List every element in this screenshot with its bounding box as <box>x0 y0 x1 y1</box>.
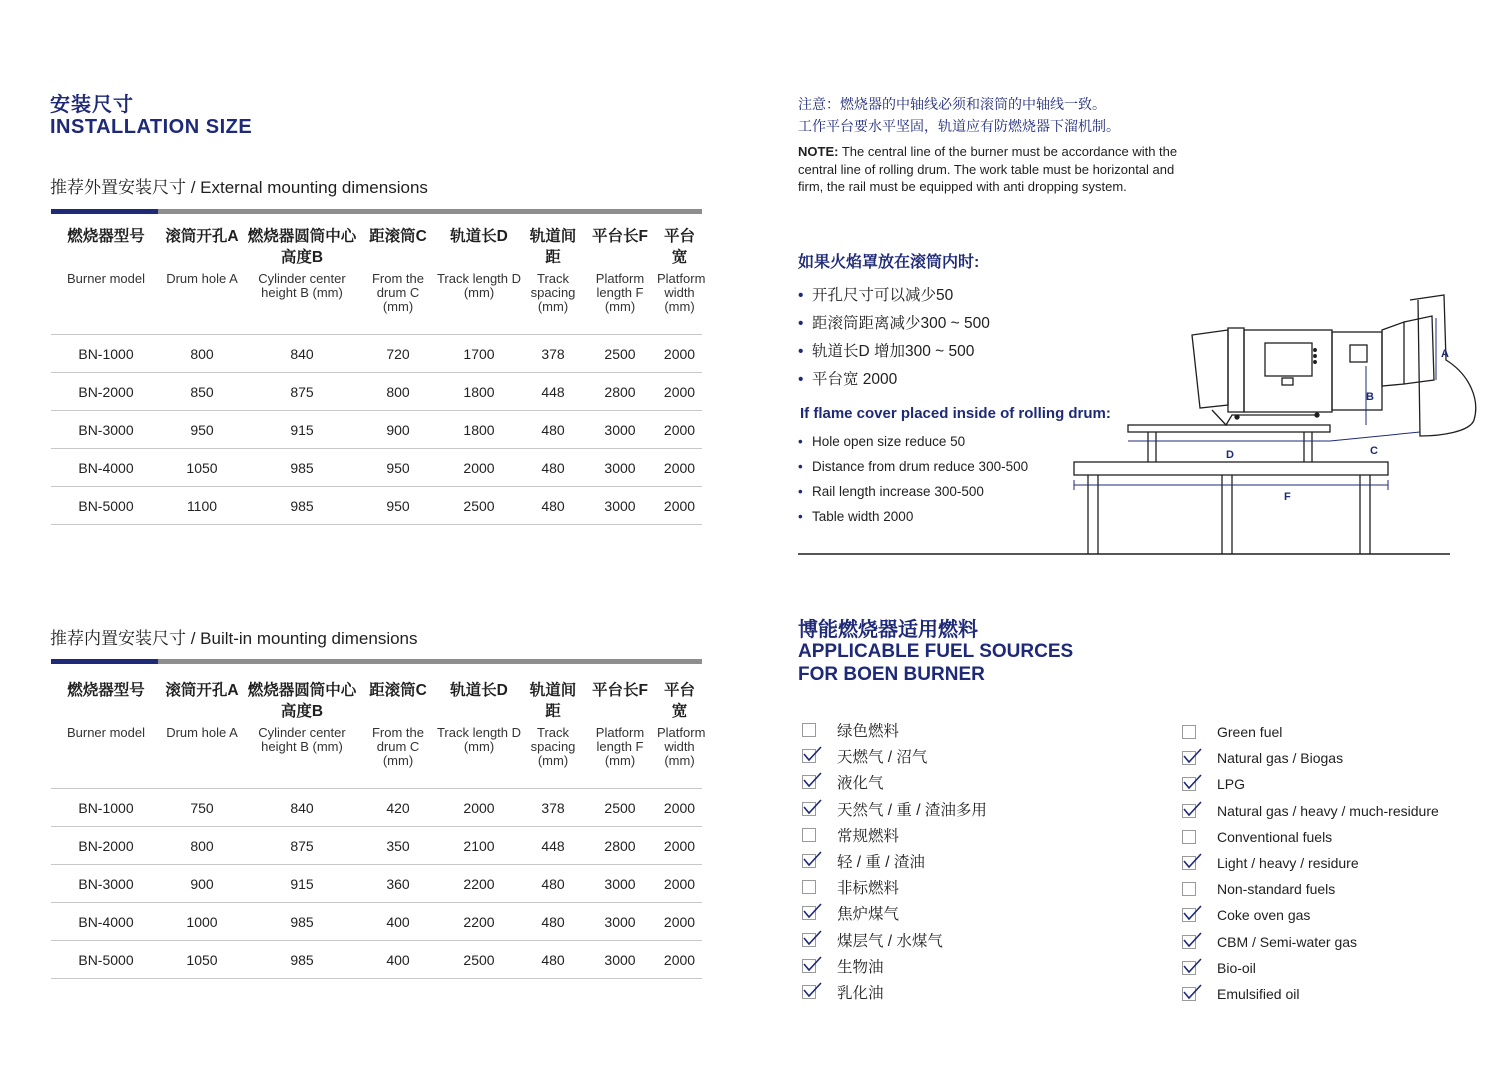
builtin-dimensions-table <box>51 680 706 979</box>
track-rail <box>1128 425 1330 432</box>
table-cell: 2000 <box>657 827 702 865</box>
fuel-label: Light / heavy / residure <box>1217 855 1359 872</box>
checkmark-icon <box>802 981 822 999</box>
column-header-en: From the drum C (mm) <box>371 271 424 314</box>
flame-cover-title-en: If flame cover placed inside of rolling drum: <box>800 405 1111 422</box>
table-cell: 2000 <box>657 335 702 373</box>
fuel-list-en <box>1182 719 1439 1007</box>
table-cell: 3000 <box>583 449 657 487</box>
column-header-cn: 滚筒开孔A <box>165 682 239 699</box>
table-cell: 3000 <box>583 941 657 979</box>
fuel-list-cn <box>802 717 987 1005</box>
column-header <box>361 680 435 789</box>
table-cell: 900 <box>361 411 435 449</box>
table-cell: 900 <box>161 865 243 903</box>
checkmark-icon <box>802 955 822 973</box>
table-cell: 480 <box>523 487 583 525</box>
unchecked-box-icon <box>802 880 816 894</box>
bullet-item: • Table width 2000 <box>798 504 1028 529</box>
table-cell: 915 <box>243 411 361 449</box>
bullet-item: • 平台宽 2000 <box>798 366 990 394</box>
table-cell: 840 <box>243 335 361 373</box>
table-cell: 915 <box>243 865 361 903</box>
fuel-item <box>802 953 987 979</box>
table-cell: 480 <box>523 941 583 979</box>
section-title-cn: 安装尺寸 <box>50 94 134 116</box>
flame-cover-list-cn <box>798 282 990 394</box>
fuel-label: LPG <box>1217 776 1246 793</box>
column-header <box>435 226 523 335</box>
table-cell: 448 <box>523 373 583 411</box>
checkmark-icon <box>1182 983 1202 1001</box>
table-cell: 1050 <box>161 449 243 487</box>
table-cell: 480 <box>523 449 583 487</box>
checked-box-icon <box>802 854 816 868</box>
table-cell: 2200 <box>435 903 523 941</box>
table-cell: 420 <box>361 789 435 827</box>
table-cell: 2000 <box>657 487 702 525</box>
checked-box-icon <box>802 985 816 999</box>
table-row <box>51 941 702 979</box>
table-cell: 448 <box>523 827 583 865</box>
column-header-en: Platform length F (mm) <box>595 725 645 768</box>
column-header-cn: 燃烧器型号 <box>67 682 145 699</box>
checked-box-icon <box>1182 987 1196 1001</box>
fuel-item <box>1182 824 1439 850</box>
column-header-en: From the drum C (mm) <box>371 725 424 768</box>
table-cell: 480 <box>523 865 583 903</box>
table-cell: 840 <box>243 789 361 827</box>
column-header-cn: 距滚筒C <box>369 682 427 699</box>
column-header-en: Track spacing (mm) <box>530 725 576 768</box>
table-cell: 850 <box>161 373 243 411</box>
column-header-en: Track length D (mm) <box>436 271 522 300</box>
fuel-item <box>802 796 987 822</box>
table-cell: 2000 <box>657 903 702 941</box>
column-header-cn: 燃烧器圆筒中心高度B <box>247 228 357 266</box>
checked-box-icon <box>1182 804 1196 818</box>
fuel-item <box>802 900 987 926</box>
fuel-item <box>802 717 987 743</box>
fuel-item <box>802 848 987 874</box>
checked-box-icon <box>1182 908 1196 922</box>
bullet-item: • 轨道长D 增加300 ~ 500 <box>798 338 990 366</box>
fuel-title-en: APPLICABLE FUEL SOURCES FOR BOEN BURNER <box>798 641 1074 685</box>
bullet-item: • 距滚筒距离减少300 ~ 500 <box>798 310 990 338</box>
external-dimensions-table <box>51 226 706 525</box>
column-header <box>435 680 523 789</box>
fuel-label: 天然气 / 重 / 渣油多用 <box>837 801 987 819</box>
table-cell: 950 <box>361 449 435 487</box>
fuel-label: 焦炉煤气 <box>837 906 900 924</box>
table-cell: 2000 <box>435 449 523 487</box>
note-cn-line-1: 注意：燃烧器的中轴线必须和滚筒的中轴线一致。 <box>798 96 1106 112</box>
table-cell: 1100 <box>161 487 243 525</box>
table-cell: 985 <box>243 903 361 941</box>
table-cell: 1800 <box>435 373 523 411</box>
table-cell: 480 <box>523 411 583 449</box>
table-cell: 950 <box>161 411 243 449</box>
table-cell: 985 <box>243 449 361 487</box>
unchecked-box-icon <box>1182 830 1196 844</box>
fuel-item <box>802 927 987 953</box>
flame-cover-title-cn: 如果火焰罩放在滚筒内时: <box>798 254 980 271</box>
burner-flange <box>1228 328 1244 412</box>
burner-nozzle <box>1382 322 1404 386</box>
fuel-label: Green fuel <box>1217 724 1283 741</box>
fuel-item <box>1182 876 1439 902</box>
burner-led <box>1314 349 1317 352</box>
checked-box-icon <box>802 933 816 947</box>
fuel-item <box>1182 719 1439 745</box>
checked-box-icon <box>802 802 816 816</box>
bullet-item: • 开孔尺寸可以减少50 <box>798 282 990 310</box>
note-en-label: NOTE: <box>798 144 839 159</box>
table-cell: 400 <box>361 903 435 941</box>
table-row <box>51 335 702 373</box>
table-cell: 2000 <box>435 789 523 827</box>
column-header-en: Cylinder center height B (mm) <box>258 725 346 754</box>
table-cell: 400 <box>361 941 435 979</box>
bullet-item: • Rail length increase 300-500 <box>798 479 1028 504</box>
column-header <box>51 680 161 789</box>
checkmark-icon <box>1182 852 1202 870</box>
burner-body <box>1244 330 1332 412</box>
column-header-cn: 平台宽 <box>663 228 695 266</box>
column-header-cn: 轨道间距 <box>529 228 577 266</box>
fuel-label: Bio-oil <box>1217 959 1256 976</box>
builtin-table-title: 推荐内置安装尺寸 / Built-in mounting dimensions <box>50 629 418 648</box>
column-header-en: Burner model <box>66 725 146 740</box>
external-table-title: 推荐外置安装尺寸 / External mounting dimensions <box>50 178 428 197</box>
fuel-item <box>1182 771 1439 797</box>
checkmark-icon <box>1182 931 1202 949</box>
note-en-text: The central line of the burner must be accordance with the central line of rolling drum. The work table must be horizontal and firm, the rail must be equipped with anti dropping system. <box>798 144 1178 194</box>
dim-d-label: D <box>1226 449 1234 461</box>
fuel-item <box>802 979 987 1005</box>
table-header-row <box>51 680 702 789</box>
column-header-en: Platform width (mm) <box>657 271 706 314</box>
fuel-item <box>1182 955 1439 981</box>
table-cell: 2500 <box>583 335 657 373</box>
note-cn <box>798 93 1120 137</box>
burner-support <box>1212 410 1318 425</box>
model-cell: BN-5000 <box>51 487 161 525</box>
column-header <box>243 680 361 789</box>
column-header <box>523 680 583 789</box>
table-cell: 985 <box>243 487 361 525</box>
column-header <box>657 226 706 335</box>
column-header <box>523 226 583 335</box>
table-cell: 950 <box>361 487 435 525</box>
table-cell: 2500 <box>435 941 523 979</box>
external-title-bar <box>51 209 702 214</box>
column-header <box>583 680 657 789</box>
checked-box-icon <box>1182 856 1196 870</box>
dim-b-label: B <box>1366 391 1374 403</box>
burner-indicator <box>1282 378 1293 385</box>
fuel-item <box>1182 902 1439 928</box>
model-cell: BN-1000 <box>51 789 161 827</box>
model-cell: BN-1000 <box>51 335 161 373</box>
table-cell: 1000 <box>161 903 243 941</box>
checked-box-icon <box>1182 935 1196 949</box>
checkmark-icon <box>1182 747 1202 765</box>
table-cell: 800 <box>161 335 243 373</box>
checkmark-icon <box>1182 904 1202 922</box>
table-cell: 1800 <box>435 411 523 449</box>
table-cell: 3000 <box>583 903 657 941</box>
table-row <box>51 903 702 941</box>
dim-c-label: C <box>1370 445 1378 457</box>
checkmark-icon <box>802 798 822 816</box>
fuel-label: Emulsified oil <box>1217 985 1300 1002</box>
column-header-cn: 平台宽 <box>663 682 695 720</box>
column-header-en: Track length D (mm) <box>436 725 522 754</box>
column-header <box>161 226 243 335</box>
fuel-label: 乳化油 <box>837 984 884 1002</box>
table-cell: 3000 <box>583 865 657 903</box>
checked-box-icon <box>1182 777 1196 791</box>
column-header <box>243 226 361 335</box>
flame-cover-list-en <box>798 429 1028 529</box>
fuel-label: 液化气 <box>837 775 884 793</box>
column-header-en: Track spacing (mm) <box>530 271 576 314</box>
burner-fan-cover <box>1192 330 1228 408</box>
model-cell: BN-2000 <box>51 373 161 411</box>
column-header-cn: 平台长F <box>592 682 648 699</box>
column-header-en: Burner model <box>66 271 146 286</box>
drum-outline <box>1410 295 1476 436</box>
fuel-label: 轻 / 重 / 渣油 <box>837 854 925 872</box>
unchecked-box-icon <box>1182 725 1196 739</box>
burner-led <box>1314 355 1317 358</box>
fuel-item <box>1182 798 1439 824</box>
table-cell: 350 <box>361 827 435 865</box>
fuel-label: 煤层气 / 水煤气 <box>837 932 943 950</box>
burner-wheel <box>1315 413 1319 417</box>
checked-box-icon <box>802 959 816 973</box>
column-header-cn: 轨道间距 <box>529 682 577 720</box>
table-row <box>51 789 702 827</box>
checkmark-icon <box>1182 773 1202 791</box>
dim-c-line <box>1330 432 1420 441</box>
table-cell: 2000 <box>657 411 702 449</box>
bullet-item: • Distance from drum reduce 300-500 <box>798 454 1028 479</box>
fuel-item <box>1182 745 1439 771</box>
table-cell: 2800 <box>583 827 657 865</box>
fuel-label: 天燃气 / 沼气 <box>837 749 928 767</box>
unchecked-box-icon <box>1182 882 1196 896</box>
checkmark-icon <box>802 850 822 868</box>
checked-box-icon <box>802 749 816 763</box>
model-cell: BN-2000 <box>51 827 161 865</box>
bullet-item: • Hole open size reduce 50 <box>798 429 1028 454</box>
note-cn-line-2: 工作平台要水平坚固，轨道应有防燃烧器下溜机制。 <box>798 118 1120 134</box>
table-row <box>51 449 702 487</box>
model-cell: BN-4000 <box>51 449 161 487</box>
table-cell: 2000 <box>657 941 702 979</box>
table-row <box>51 373 702 411</box>
fuel-label: Natural gas / Biogas <box>1217 750 1344 767</box>
checked-box-icon <box>802 906 816 920</box>
fuel-label: Conventional fuels <box>1217 828 1333 845</box>
column-header <box>361 226 435 335</box>
table-row <box>51 487 702 525</box>
table-cell: 2500 <box>435 487 523 525</box>
table-cell: 800 <box>361 373 435 411</box>
checkmark-icon <box>1182 800 1202 818</box>
table-row <box>51 827 702 865</box>
builtin-title-bar <box>51 659 702 664</box>
checkmark-icon <box>1182 957 1202 975</box>
fuel-item <box>1182 850 1439 876</box>
burner-port <box>1350 345 1367 362</box>
fuel-item <box>802 874 987 900</box>
column-header <box>51 226 161 335</box>
column-header-en: Platform width (mm) <box>657 725 706 768</box>
unchecked-box-icon <box>802 723 816 737</box>
table-cell: 360 <box>361 865 435 903</box>
fuel-label: 绿色燃料 <box>837 723 900 741</box>
table-cell: 720 <box>361 335 435 373</box>
column-header-cn: 轨道长D <box>450 682 508 699</box>
fuel-label: 生物油 <box>837 958 884 976</box>
fuel-label: Non-standard fuels <box>1217 881 1336 898</box>
checkmark-icon <box>802 902 822 920</box>
column-header-cn: 轨道长D <box>450 228 508 245</box>
section-title-en: INSTALLATION SIZE <box>50 116 253 138</box>
table-cell: 3000 <box>583 487 657 525</box>
table-cell: 480 <box>523 903 583 941</box>
checkmark-icon <box>802 929 822 947</box>
column-header-en: Cylinder center height B (mm) <box>258 271 346 300</box>
burner-nozzle-tip <box>1404 316 1434 384</box>
column-header-cn: 距滚筒C <box>369 228 427 245</box>
table-cell: 800 <box>161 827 243 865</box>
column-header <box>657 680 706 789</box>
unchecked-box-icon <box>802 828 816 842</box>
burner-wheel <box>1235 415 1239 419</box>
column-header-cn: 平台长F <box>592 228 648 245</box>
column-header-cn: 滚筒开孔A <box>165 228 239 245</box>
column-header-en: Drum hole A <box>166 271 238 286</box>
fuel-label: Coke oven gas <box>1217 907 1311 924</box>
burner-led <box>1314 361 1317 364</box>
table-cell: 875 <box>243 373 361 411</box>
note-en <box>798 143 1183 196</box>
table-row <box>51 411 702 449</box>
model-cell: BN-3000 <box>51 411 161 449</box>
table-cell: 2000 <box>657 449 702 487</box>
fuel-title-cn: 博能燃烧器适用燃料 <box>798 619 978 641</box>
table-cell: 1050 <box>161 941 243 979</box>
fuel-item <box>1182 981 1439 1007</box>
table-cell: 2000 <box>657 373 702 411</box>
checked-box-icon <box>802 775 816 789</box>
table-cell: 2000 <box>657 789 702 827</box>
fuel-item <box>802 769 987 795</box>
checked-box-icon <box>1182 961 1196 975</box>
dim-a-label: A <box>1441 348 1449 360</box>
table-cell: 2800 <box>583 373 657 411</box>
table-cell: 1700 <box>435 335 523 373</box>
model-cell: BN-5000 <box>51 941 161 979</box>
column-header <box>161 680 243 789</box>
column-header <box>583 226 657 335</box>
table-cell: 2200 <box>435 865 523 903</box>
model-cell: BN-4000 <box>51 903 161 941</box>
platform-top <box>1074 462 1388 475</box>
checked-box-icon <box>1182 751 1196 765</box>
column-header-en: Platform length F (mm) <box>595 271 645 314</box>
fuel-label: 非标燃料 <box>837 880 900 898</box>
checkmark-icon <box>802 771 822 789</box>
model-cell: BN-3000 <box>51 865 161 903</box>
fuel-label: Natural gas / heavy / much-residure <box>1217 802 1439 819</box>
table-cell: 2500 <box>583 789 657 827</box>
fuel-label: CBM / Semi-water gas <box>1217 933 1358 950</box>
fuel-item <box>1182 929 1439 955</box>
table-cell: 378 <box>523 789 583 827</box>
fuel-label: 常规燃料 <box>837 827 900 845</box>
table-cell: 875 <box>243 827 361 865</box>
table-cell: 3000 <box>583 411 657 449</box>
column-header-cn: 燃烧器型号 <box>67 228 145 245</box>
fuel-item <box>802 822 987 848</box>
table-cell: 750 <box>161 789 243 827</box>
checkmark-icon <box>802 745 822 763</box>
table-cell: 2100 <box>435 827 523 865</box>
dim-f-label: F <box>1284 491 1291 503</box>
table-row <box>51 865 702 903</box>
column-header-en: Drum hole A <box>166 725 238 740</box>
burner-head <box>1332 332 1382 410</box>
burner-screen <box>1265 343 1312 376</box>
fuel-item <box>802 743 987 769</box>
table-cell: 378 <box>523 335 583 373</box>
column-header-cn: 燃烧器圆筒中心高度B <box>247 682 357 720</box>
table-cell: 985 <box>243 941 361 979</box>
table-cell: 2000 <box>657 865 702 903</box>
table-header-row <box>51 226 702 335</box>
